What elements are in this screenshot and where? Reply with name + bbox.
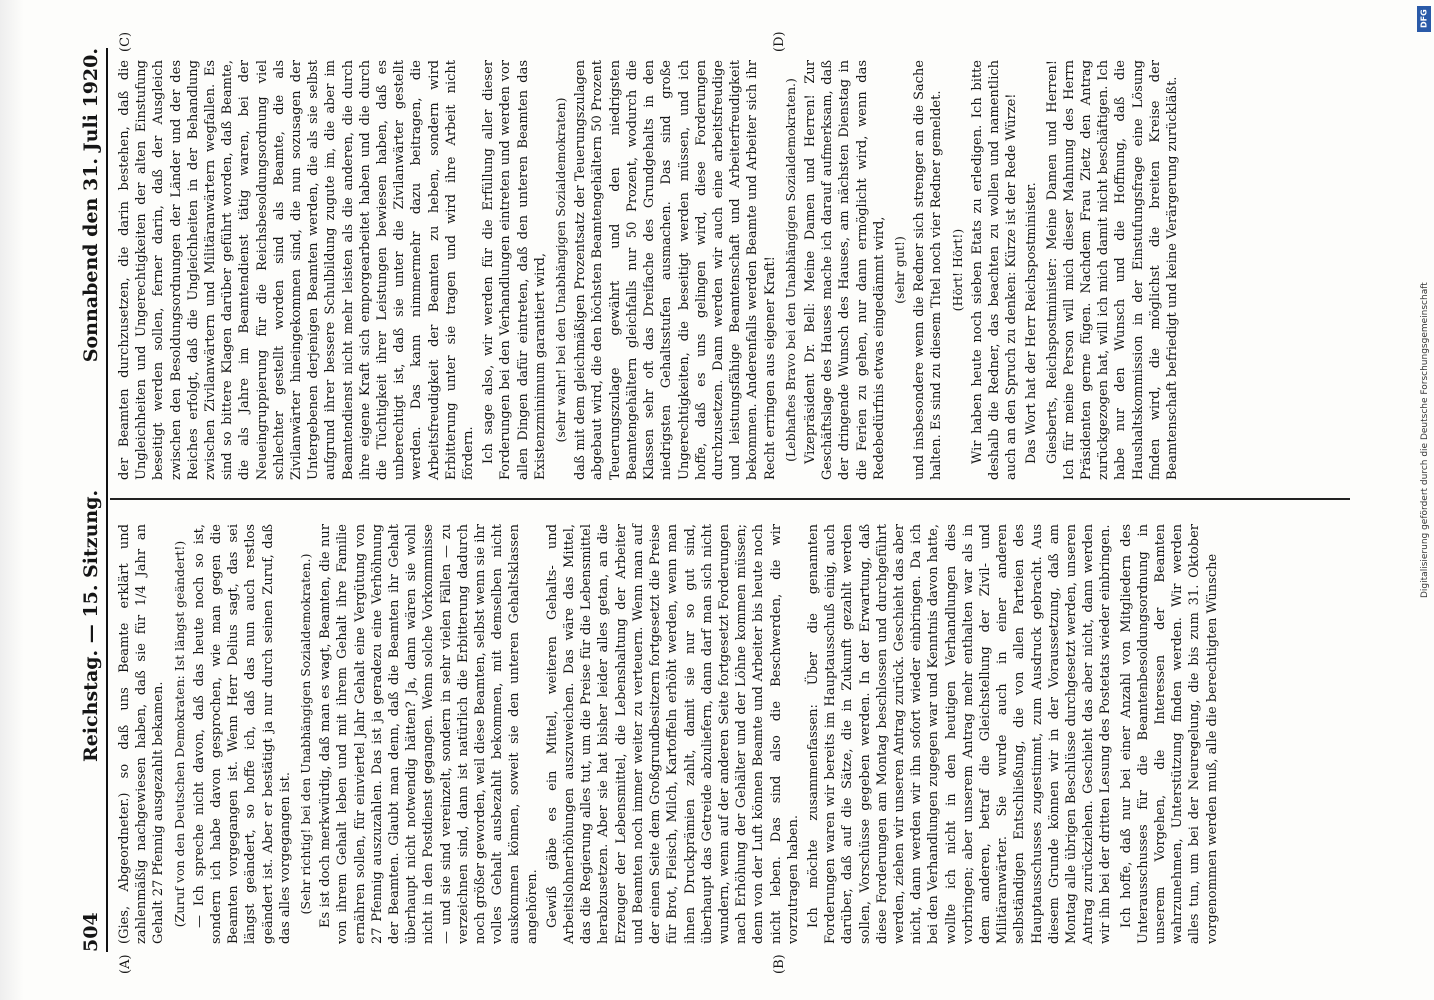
digitization-sidebar	[1414, 0, 1434, 1000]
paragraph: Giesberts, Reichspostminister: Meine Damen und Herren! Ich für meine Person will mich dieser Mahnung des Herrn Präsidenten gerne fügen. Nachdem Frau Zietz den Antrag zurückgezogen hat, will ich mich damit nicht beschäftigen. Ich habe nur den Wunsch und die Hoffnung, daß die Haushaltskommission in der Einstufungsfrage eine Lösung finden wird, die möglichst die breiten Kreise der Beamtenschaft befriedigt und keine Verärgerung zurückläßt.	[1044, 60, 1180, 480]
paragraph: Das Wort hat der Herr Reichspostminister.	[1024, 182, 1040, 464]
paragraph: und insbesondere wenn die Redner sich strenger an die Sache halten. Es sind zu diesem Titel noch vier Redner gemeldet.	[912, 60, 945, 480]
paragraph: Ich hoffe, daß nur bei einer Anzahl von Mitgliedern des Unterausschusses für die Beamtenbesoldungsordnung in unserem Vorgehen, die Interessen der Beamten wahrzunehmen, Unterstützung finden werden. Wir werden alles tun, um bei der Neuregelung, die bis zum 31. Oktober vorgenommen werden muß, alle die berechtigten Wünsche	[1118, 524, 1220, 944]
dfg-logo-icon: DFG	[1417, 6, 1431, 32]
page-header	[72, 48, 108, 952]
paragraph: Es ist doch merkwürdig, daß man es wagt, Beamten, die nur von ihrem Gehalt leben und mit ihrem Gehalt ihre Familie ernähren sollen, für einviertel Jahr Gehalt eine Vergütung von 27 Pfennig auszuzahlen. Das ist ja geradezu eine Verhöhnung der Beamten. Glaubt man denn, daß die Beamten ihr Gehalt überhaupt nicht notwendig hätten? Ja, dann wären sie wohl nicht in den Postdienst gegangen. Wenn solche Vorkommnisse — und sie sind vereinzelt, sondern in sehr vielen Fällen — zu verzeichnen sind, dann ist natürlich die Erbitterung dadurch noch größer geworden, weil diese Beamten, selbst wenn sie ihr volles Gehalt ausbezahlt bekommen, mit demselben nicht auskommen können, soweit sie den unteren Gehaltsklassen angehören.	[318, 524, 540, 944]
interjection: (sehr gut!)	[891, 236, 907, 304]
interjection: (Zuruf von den Deutschen Demokraten: Ist längst geändert!)	[171, 540, 187, 928]
paragraph: — Ich spreche nicht davon, daß das heute noch so ist, sondern ich habe davon gesprochen, wie man gegen die Beamten vorgegangen ist. Wenn Herr Delius sagt, das sei längst geändert, so hoffe ich, daß das nun auch restlos geändert ist. Aber er bestätigt ja nur durch seinen Zuruf, daß das alles vorgegangen ist.	[191, 524, 293, 944]
margin-marker-b: (B)	[772, 954, 787, 974]
page-number: 504	[80, 912, 102, 952]
margin-marker-a: (A)	[118, 954, 133, 974]
paragraph: (Gies, Abgeordneter.) so daß uns Beamte erklärt und zahlenmäßig nachgewiesen haben, daß sie für 1/4 Jahr an Gehalt 27 Pfennig ausgezahlt bekamen.	[117, 524, 167, 944]
scan-edge	[0, 0, 24, 1000]
paragraph: Wir haben heute noch sieben Etats zu erledigen. Ich bitte deshalb die Redner, das beachten zu wollen und namentlich auch an den Spruch zu denken: Kürze ist der Rede Würze!	[969, 60, 1020, 480]
column-divider	[110, 499, 1350, 501]
paragraph: Gewiß gäbe es ein Mittel, weiteren Gehalts- und Arbeitslohnerhöhungen auszuweichen. Das wäre das Mittel, das die Regierung alles tut, um die Preise für die Lebensmittel herabzusetzen. Aber sie hat bisher leider alles getan, an die Erzeuger der Lebensmittel, die Lebenshaltung der Arbeiter und Beamten noch immer weiter zu verteuern. Wenn man auf der einen Seite dem Großgrundbesitzern fortgesetzt die Preise für Brot, Fleisch, Milch, Kartoffeln erhöht werden, wenn man ihnen Druckprämien zahlt, damit sie nur so gut sind, überhaupt das Getreide abzuliefern, dann darf man sich nicht wundern, wenn auf der anderen Seite fortgesetzt Forderungen nach Erhöhung der Gehälter und der Löhne kommen müssen; denn von der Luft können Beamte und Arbeiter bis heute noch nicht leben. Das sind also die Beschwerden, die wir vorzutragen haben.	[544, 524, 801, 944]
interjection: (sehr wahr! bei den Unabhängigen Sozialdemokraten)	[553, 97, 569, 443]
margin-marker-d: (D)	[772, 31, 787, 52]
paragraph: der Beamten durchzusetzen, die darin bestehen, daß die Ungleichheiten und Ungerechtigkeiten der alten Einstufung beseitigt werden sollen, ferner darin, daß der Ausgleich zwischen den Besoldungsordnungen der Länder und der des Reiches erfolgt, daß die Ungleichheiten in der Behandlung zwischen Zivilanwärtern und Militäranwärtern wegfallen. Es sind so bittere Klagen darüber geführt worden, daß Beamte, die als Jahre im Beamtendienst tätig waren, bei der Neueingruppierung für die Reichsbesoldungsordnung viel schlechter gestellt worden sind als Beamte, die als Zivilanwärter hineingekommen sind, die nun sozusagen der Untergebenen derjenigen Beamten werden, die als sie selbst aufgrund ihrer bessere Schulbildung zugute im, die aber im Beamtendienst nicht mehr leisten als die anderen, die durch ihre eigene Kraft sich emporgearbeitet haben und die durch die Tüchtigkeit ihrer Leistungen bewiesen haben, daß es unberechtigt ist, daß sie unter die Zivilanwärter gestellt werden. Das kann nimmermehr dazu beitragen, die Arbeitsfreudigkeit der Beamten zu heben, sondern wird Erbitterung unter sie tragen und wird ihre Arbeit nicht fördern.	[117, 60, 477, 480]
interjection: (Sehr richtig! bei den Unabhängigen Sozialdemokraten.)	[298, 553, 314, 915]
rotated-newspaper-page	[52, 20, 1382, 980]
left-column	[116, 524, 1224, 944]
right-column	[116, 60, 1184, 480]
paragraph: daß mit dem gleichmäßigen Prozentsatz der Teuerungszulagen abgebaut wird, die den höchsten Beamtengehältern 50 Prozent Teuerungszulage gewährt und den niedrigsten Beamtengehältern gleichfalls nur 50 Prozent, wodurch die Klassen sehr oft das Dreifache des Grundgehalts in den niedrigsten Gehaltsstufen ausmachen. Das sind große Ungerechtigkeiten, die beseitigt werden müssen, und ich hoffe, daß es uns gelingen wird, diese Forderungen durchzusetzen. Dann werden wir auch eine arbeitsfreudige und leistungsfähige Beamtenschaft und Arbeiterfreudigkeit bekommen. Anderenfalls werden Beamte und Arbeiter sich ihr Recht erringen aus eigener Kraft!	[573, 60, 778, 480]
digitization-credit: Digitalisierung gefördert durch die Deutsche Forschungsgemeinschaft	[1420, 282, 1430, 598]
margin-marker-c: (C)	[118, 31, 133, 52]
paragraph: Ich sage also, wir werden für die Erfüllung aller dieser Forderungen bei den Verhandlungen eintreten und werden vor allen Dingen dafür eintreten, daß den unteren Beamten das Existenzminimum garantiert wird,	[481, 60, 548, 480]
session-title: Reichstag. — 15. Sitzung.	[80, 489, 102, 762]
paragraph: Vizepräsident Dr. Bell: Meine Damen und Herren! Zur Geschäftslage des Hauses mache ich darauf aufmerksam, daß der dringende Wunsch des Hauses, am nächsten Dienstag in die Ferien zu gehen, nur dann ermöglicht wird, wenn das Redebedürfnis etwas eingedämmt wird,	[802, 60, 887, 480]
paragraph: Ich möchte zusammenfassen: Über die genannten Forderungen waren wir bereits im Hauptausschuß einig, auch darüber, daß auf die Sätze, die in Zukunft gezahlt werden sollen, Vorschüsse gegeben werden. In der Erwartung, daß diese Forderungen am Montag beschlossen und durchgeführt werden, ziehen wir unseren Antrag zurück. Geschieht das aber nicht, dann werden wir ihn sofort wieder einbringen. Da ich bei den Verhandlungen zugegen war und Kenntnis davon hatte, wollte ich nicht in den heutigen Verhandlungen dies vorbringen; aber unserem Antrag mehr enthalten war als in dem anderen, betraf die Gleichstellung der Zivil- und Militäranwärter. Sie wurde auch in einer anderen selbständigen Entschließung, die von allen Parteien des Hauptausschusses zugestimmt, zum Ausdruck gebracht. Aus diesem Grunde können wir in der Voraussetzung, daß am Montag alle übrigen Beschlüsse durchgesetzt werden, unseren Antrag zurückziehen. Geschieht das aber nicht, dann werden wir ihn bei der dritten Lesung des Postetats wieder einbringen.	[805, 524, 1114, 944]
interjection: (Hört! Hört!)	[949, 228, 965, 312]
interjection: (Lebhaftes Bravo bei den Unabhängigen Sozialdemokraten.)	[782, 78, 798, 462]
session-date: Sonnabend den 31. Juli 1920.	[80, 48, 102, 363]
